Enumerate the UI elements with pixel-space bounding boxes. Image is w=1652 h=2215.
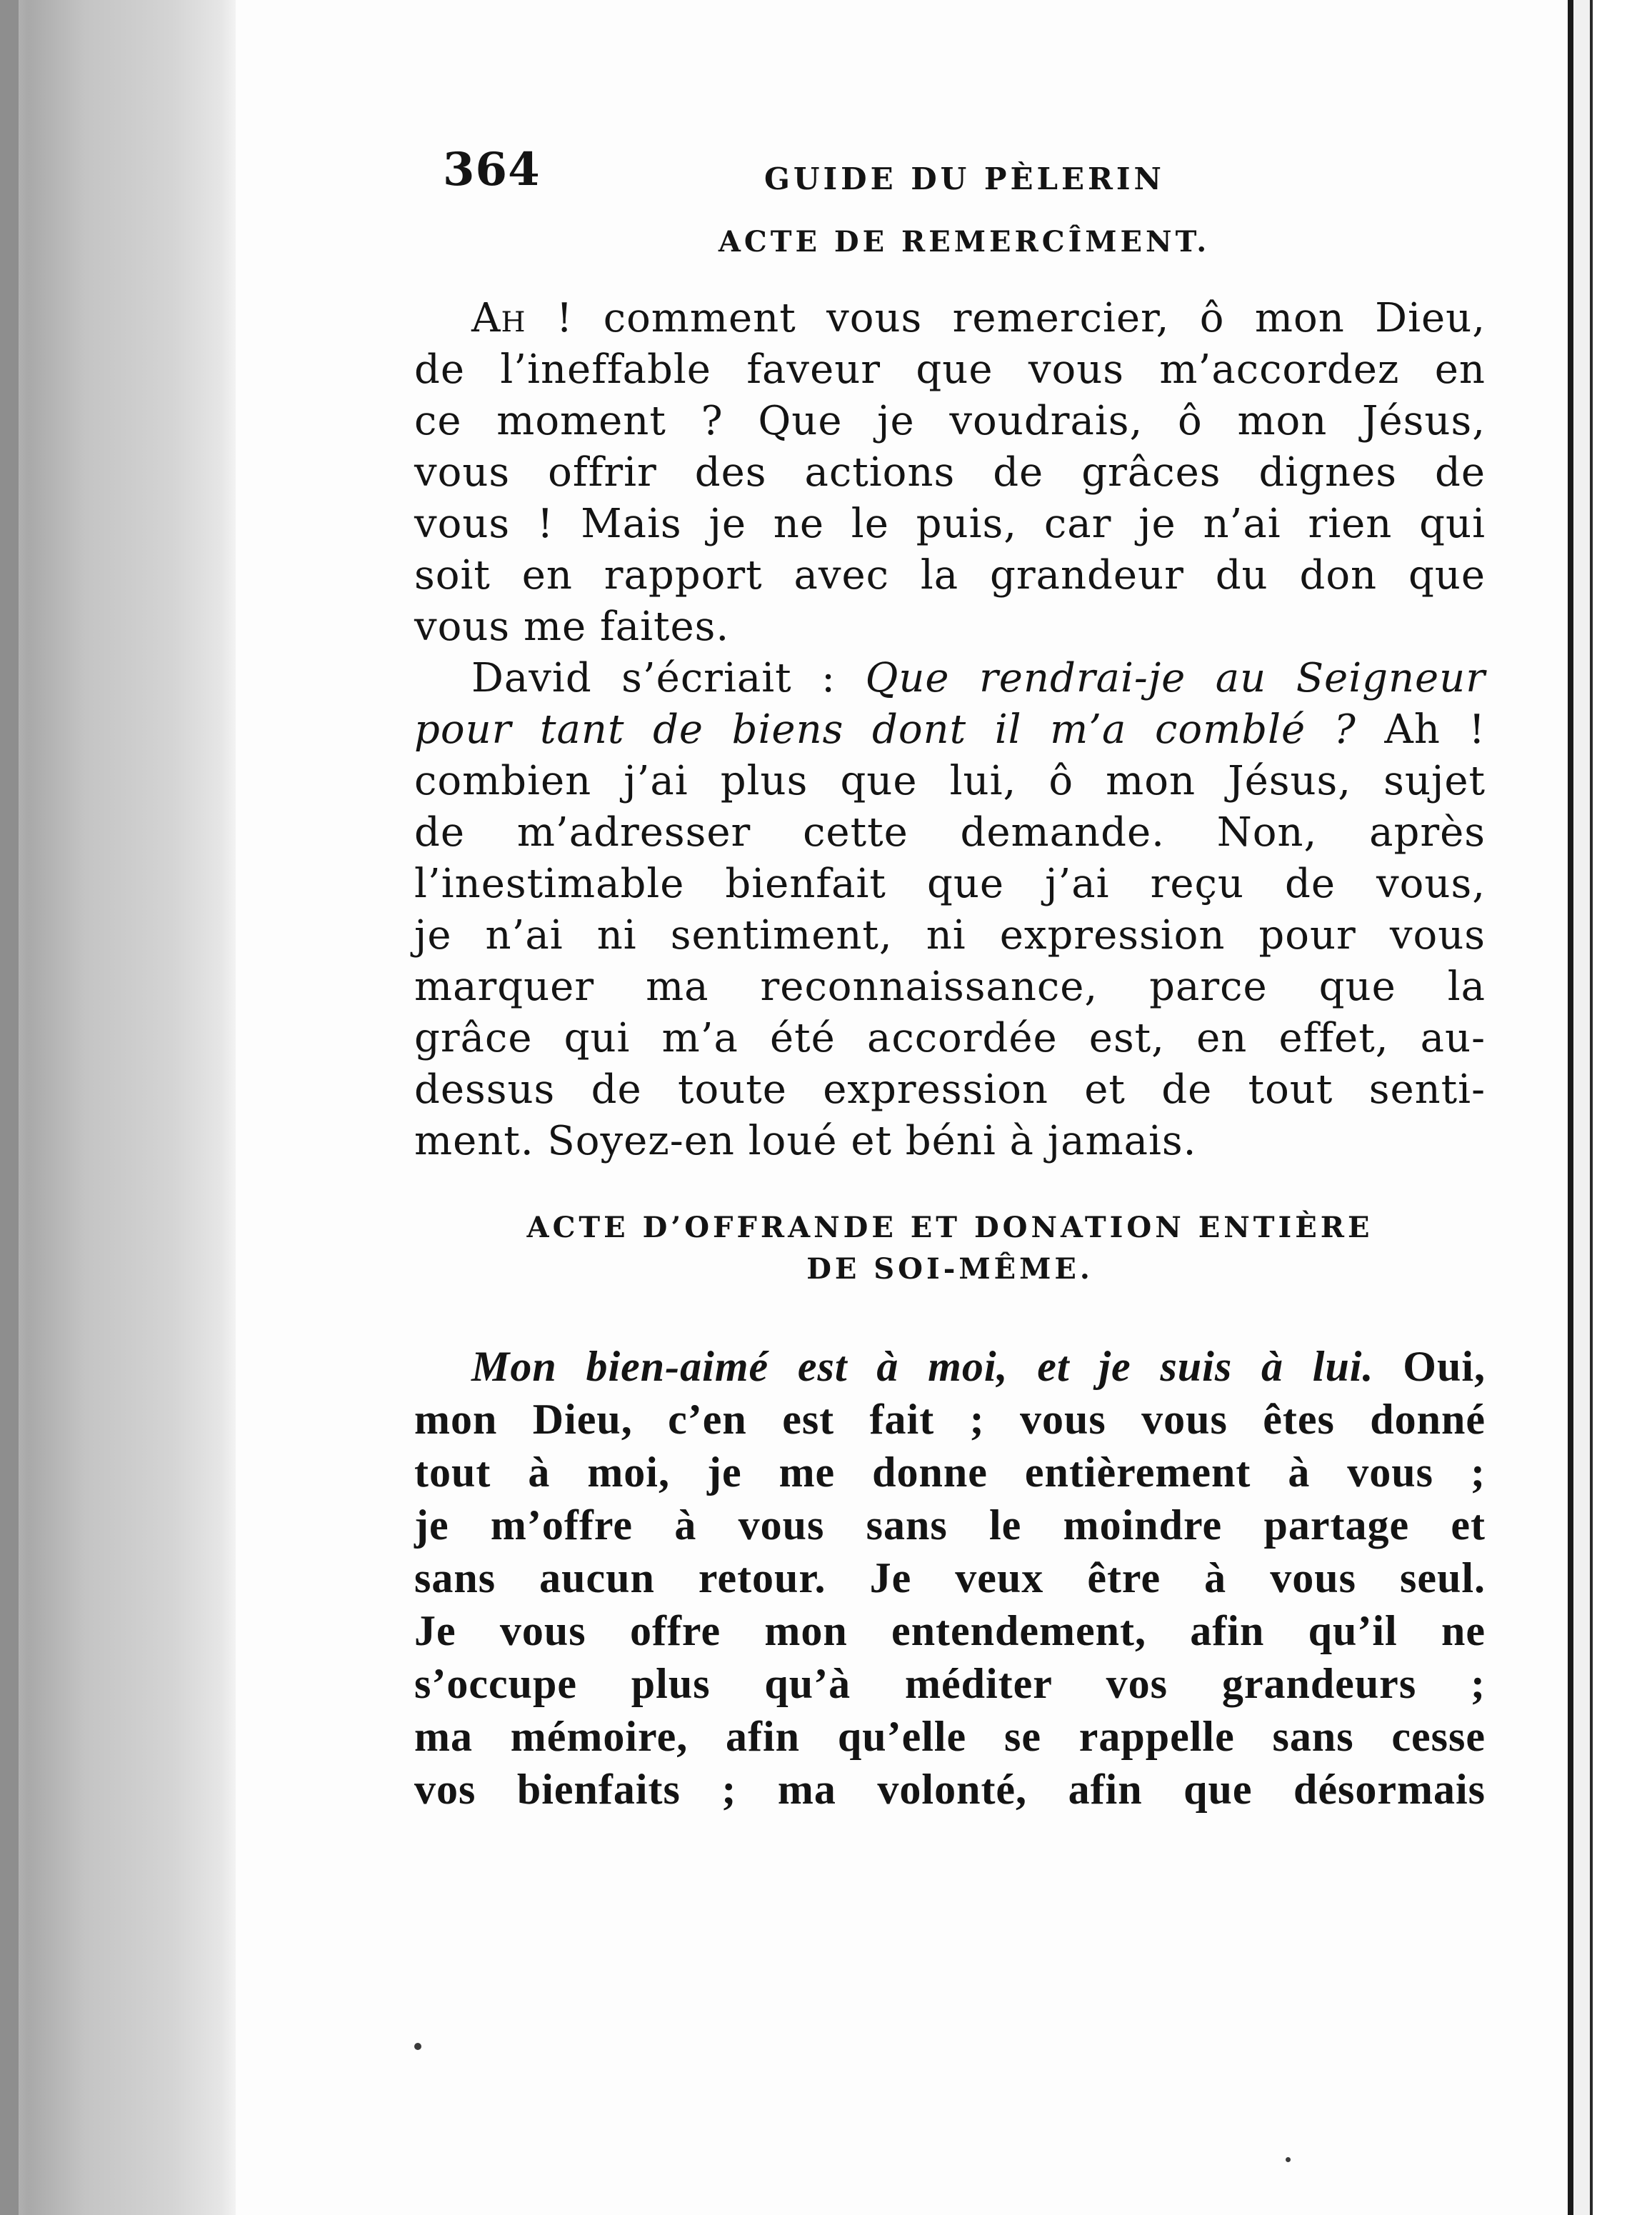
text-line: vous offrir des actions de grâces dignes de — [414, 449, 1486, 496]
text-line: tout à moi, je me donne entièrement à vous ; — [414, 1449, 1486, 1496]
paragraph-remerciment-1 — [414, 293, 1486, 653]
section-heading-remerciment: ACTE DE REMERCÎMENT. — [718, 225, 1211, 259]
text-line: mon Dieu, c’en est fait ; vous vous êtes donné — [414, 1396, 1486, 1443]
text-line: ma mémoire, afin qu’elle se rappelle sans cesse — [414, 1713, 1486, 1760]
right-border-line — [1568, 0, 1573, 2215]
text-line: je n’ai ni sentiment, ni expression pour vous — [414, 912, 1486, 959]
running-title: GUIDE DU PÈLERIN — [764, 161, 1165, 196]
heading-line: DE SOI-MÊME. — [806, 1252, 1093, 1286]
text-line: Je vous offre mon entendement, afin qu’il ne — [414, 1607, 1486, 1654]
quote-text: pour tant de biens dont il m’a comblé ? — [414, 706, 1356, 753]
print-speck — [1286, 2157, 1291, 2162]
text-line: vous ! Mais je ne le puis, car je n’ai rien qui — [414, 501, 1486, 547]
page-number: 364 — [443, 143, 541, 196]
text-line: marquer ma reconnaissance, parce que la — [414, 964, 1486, 1010]
text-line: s’occupe plus qu’à méditer vos grandeurs ; — [414, 1660, 1486, 1707]
right-margin — [1593, 0, 1652, 2215]
text-line: de m’adresser cette demande. Non, après — [414, 809, 1486, 856]
text-line: Ah ! comment vous remercier, ô mon Dieu, — [471, 295, 1486, 341]
text-line: grâce qui m’a été accordée est, en effet, au- — [414, 1015, 1486, 1061]
text-line: vos bienfaits ; ma volonté, afin que désormais — [414, 1766, 1486, 1813]
text-line: pour tant de biens dont il m’a comblé ? Ah ! — [414, 706, 1486, 753]
text-block — [414, 121, 1486, 1816]
text-line: combien j’ai plus que lui, ô mon Jésus, sujet — [414, 758, 1486, 804]
text-line: ce moment ? Que je voudrais, ô mon Jésus, — [414, 398, 1486, 444]
text-line: ment. Soyez-en loué et béni à jamais. — [414, 1118, 1197, 1164]
running-header — [414, 121, 1486, 200]
right-border-strip — [1573, 0, 1590, 2215]
text-line: de l’ineffable faveur que vous m’accordez en — [414, 346, 1486, 393]
quote-text: Que rendrai-je au Seigneur — [865, 655, 1486, 701]
scan-edge — [0, 0, 19, 2215]
quote-text: Mon bien-aimé est à moi, et je suis à lui. — [471, 1343, 1374, 1390]
text-line: soit en rapport avec la grandeur du don que — [414, 552, 1486, 599]
paragraph-remerciment-2 — [414, 653, 1486, 1167]
print-speck — [414, 2043, 421, 2050]
text-line: je m’offre à vous sans le moindre partage et — [414, 1501, 1486, 1549]
drop-word: Ah — [471, 295, 526, 341]
text-line: vous me faites. — [414, 604, 730, 650]
section-heading-offrande — [414, 1207, 1486, 1290]
text-line: David s’écriait : Que rendrai-je au Seigneur — [471, 655, 1486, 701]
page-gutter-shadow — [0, 0, 236, 2215]
heading-line: ACTE D’OFFRANDE ET DONATION ENTIÈRE — [526, 1211, 1373, 1244]
text-line: l’inestimable bienfait que j’ai reçu de vous, — [414, 861, 1486, 907]
text-line: dessus de toute expression et de tout senti- — [414, 1066, 1486, 1113]
text-line: sans aucun retour. Je veux être à vous seul. — [414, 1554, 1486, 1601]
paragraph-offrande-1 — [414, 1340, 1486, 1816]
text-line: Mon bien-aimé est à moi, et je suis à lui. Oui, — [471, 1343, 1486, 1390]
